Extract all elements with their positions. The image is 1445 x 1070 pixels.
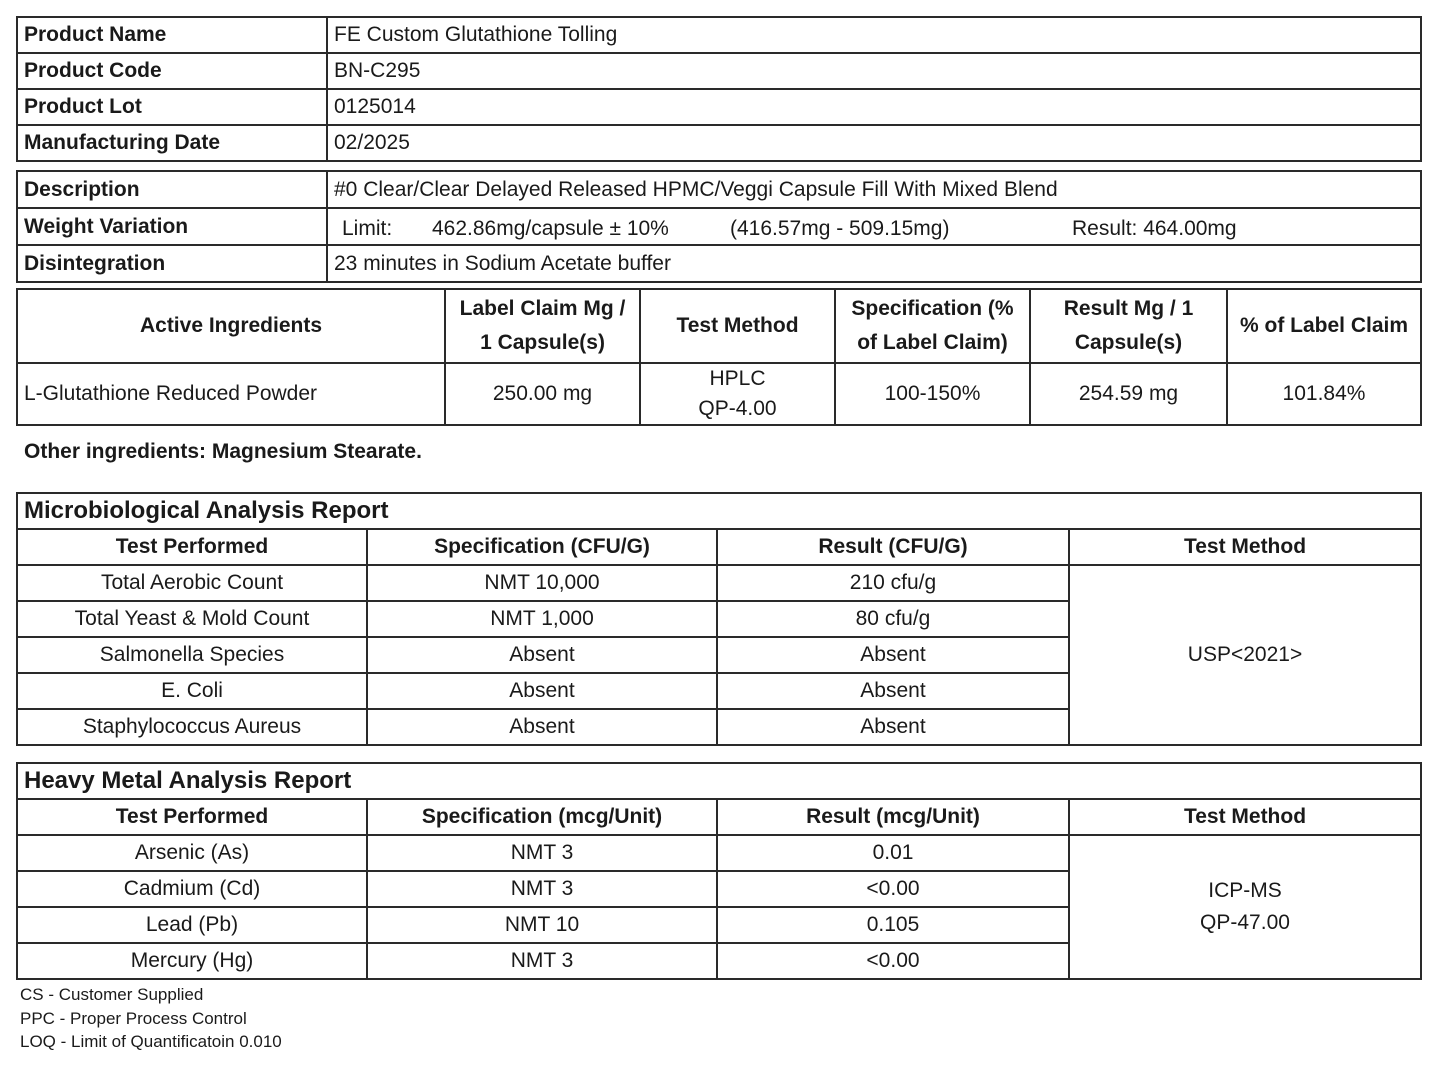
heavy-result-header: Result (mcg/Unit)	[717, 799, 1069, 835]
micro-method-header: Test Method	[1069, 529, 1421, 565]
heavy-test: Lead (Pb)	[17, 907, 367, 943]
weight-variation-label: Weight Variation	[17, 208, 327, 245]
description-label: Description	[17, 171, 327, 208]
product-lot-label: Product Lot	[17, 89, 327, 125]
product-lot-value: 0125014	[327, 89, 1421, 125]
weight-range: (416.57mg - 509.15mg)	[730, 217, 950, 240]
heavy-result: 0.01	[717, 835, 1069, 871]
micro-test: E. Coli	[17, 673, 367, 709]
result-mg-value: 254.59 mg	[1030, 363, 1227, 425]
weight-limit-label: Limit:	[342, 217, 393, 240]
heavy-result: <0.00	[717, 943, 1069, 979]
heavy-method	[1069, 835, 1421, 979]
micro-spec-header: Specification (CFU/G)	[367, 529, 717, 565]
heavy-header-row	[17, 799, 1421, 835]
label-claim-header: Label Claim Mg / 1 Capsule(s)	[445, 289, 640, 363]
weight-result: Result: 464.00mg	[1072, 217, 1237, 240]
weight-variation-row	[17, 208, 1421, 245]
manufacturing-date-value: 02/2025	[327, 125, 1421, 161]
heavy-spec-header: Specification (mcg/Unit)	[367, 799, 717, 835]
heavy-spec: NMT 3	[367, 835, 717, 871]
specification-header: Specification (% of Label Claim)	[835, 289, 1030, 363]
other-ingredients-note: Other ingredients: Magnesium Stearate.	[24, 440, 422, 463]
label-claim-value: 250.00 mg	[445, 363, 640, 425]
micro-spec: Absent	[367, 709, 717, 745]
product-name-row	[17, 17, 1421, 53]
manufacturing-date-label: Manufacturing Date	[17, 125, 327, 161]
micro-result: 210 cfu/g	[717, 565, 1069, 601]
active-header-row	[17, 289, 1421, 363]
product-code-value: BN-C295	[327, 53, 1421, 89]
micro-test: Total Yeast & Mold Count	[17, 601, 367, 637]
active-data-row	[17, 363, 1421, 425]
footnote-loq: LOQ - Limit of Quantificatoin 0.010	[20, 1032, 282, 1051]
test-method-value	[640, 363, 835, 425]
table-row	[17, 565, 1421, 601]
heavy-test-header: Test Performed	[17, 799, 367, 835]
heavy-method-line2: QP-47.00	[1200, 911, 1290, 934]
heavy-method-line1: ICP-MS	[1208, 879, 1282, 902]
disintegration-value: 23 minutes in Sodium Acetate buffer	[327, 245, 1421, 282]
product-code-row	[17, 53, 1421, 89]
micro-test: Salmonella Species	[17, 637, 367, 673]
heavy-result: 0.105	[717, 907, 1069, 943]
product-name-label: Product Name	[17, 17, 327, 53]
product-name-value: FE Custom Glutathione Tolling	[327, 17, 1421, 53]
microbiological-table	[16, 492, 1422, 746]
active-ingredients-header: Active Ingredients	[17, 289, 445, 363]
micro-title-row	[17, 493, 1421, 529]
test-method-line1: HPLC	[709, 367, 766, 390]
disintegration-row	[17, 245, 1421, 282]
weight-variation-value	[327, 208, 1421, 245]
micro-result: Absent	[717, 637, 1069, 673]
micro-result: Absent	[717, 673, 1069, 709]
heavy-spec: NMT 3	[367, 943, 717, 979]
result-mg-header: Result Mg / 1 Capsule(s)	[1030, 289, 1227, 363]
table-row	[17, 835, 1421, 871]
footnote-cs: CS - Customer Supplied	[20, 985, 204, 1004]
micro-result: 80 cfu/g	[717, 601, 1069, 637]
description-value: #0 Clear/Clear Delayed Released HPMC/Veggi Capsule Fill With Mixed Blend	[327, 171, 1421, 208]
specification-value: 100-150%	[835, 363, 1030, 425]
disintegration-label: Disintegration	[17, 245, 327, 282]
heavy-result: <0.00	[717, 871, 1069, 907]
product-code-label: Product Code	[17, 53, 327, 89]
micro-spec: Absent	[367, 673, 717, 709]
heavy-test: Mercury (Hg)	[17, 943, 367, 979]
heavy-spec: NMT 3	[367, 871, 717, 907]
micro-result-header: Result (CFU/G)	[717, 529, 1069, 565]
percent-label-claim-value: 101.84%	[1227, 363, 1421, 425]
test-method-header: Test Method	[640, 289, 835, 363]
micro-spec: NMT 1,000	[367, 601, 717, 637]
micro-test-header: Test Performed	[17, 529, 367, 565]
test-method-line2: QP-4.00	[698, 397, 777, 420]
micro-title: Microbiological Analysis Report	[17, 493, 1421, 529]
ingredient-name: L-Glutathione Reduced Powder	[17, 363, 445, 425]
heavy-test: Cadmium (Cd)	[17, 871, 367, 907]
percent-label-claim-header: % of Label Claim	[1227, 289, 1421, 363]
micro-result: Absent	[717, 709, 1069, 745]
heavy-test: Arsenic (As)	[17, 835, 367, 871]
micro-header-row	[17, 529, 1421, 565]
micro-test: Total Aerobic Count	[17, 565, 367, 601]
heavy-metal-table	[16, 762, 1422, 980]
micro-test: Staphylococcus Aureus	[17, 709, 367, 745]
heavy-method-header: Test Method	[1069, 799, 1421, 835]
micro-spec: Absent	[367, 637, 717, 673]
manufacturing-date-row	[17, 125, 1421, 161]
description-row	[17, 171, 1421, 208]
heavy-title-row	[17, 763, 1421, 799]
micro-method: USP<2021>	[1069, 565, 1421, 745]
product-info-table	[16, 16, 1422, 162]
weight-limit-value: 462.86mg/capsule ± 10%	[432, 217, 669, 240]
active-ingredients-table	[16, 288, 1422, 426]
footnote-ppc: PPC - Proper Process Control	[20, 1008, 247, 1028]
product-lot-row	[17, 89, 1421, 125]
heavy-title: Heavy Metal Analysis Report	[17, 763, 1421, 799]
heavy-spec: NMT 10	[367, 907, 717, 943]
description-table	[16, 170, 1422, 283]
micro-spec: NMT 10,000	[367, 565, 717, 601]
footnotes	[20, 983, 282, 1054]
